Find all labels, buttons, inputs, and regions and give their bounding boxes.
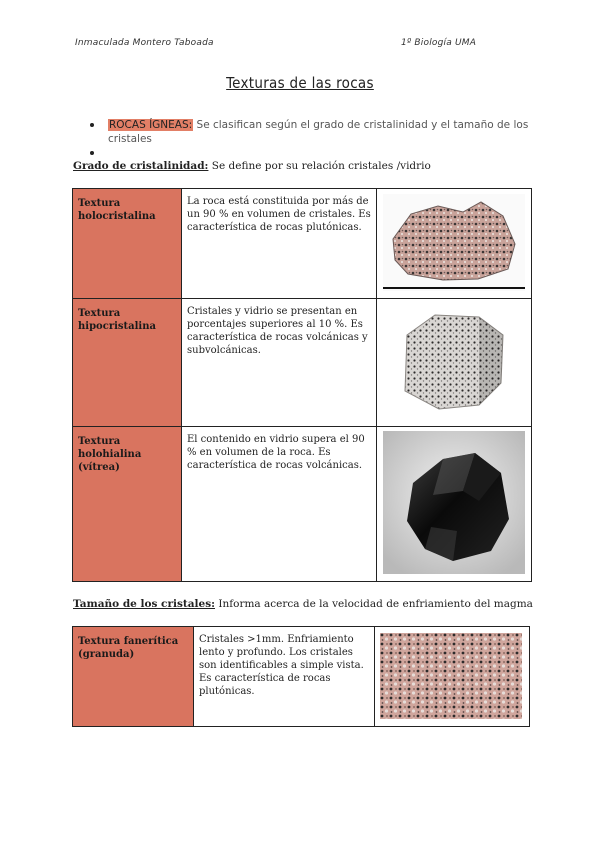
obsidian-photo (383, 431, 525, 574)
section-crystallinity-label: Grado de cristalinidad: (73, 160, 209, 172)
header-course: 1º Biología UMA (401, 38, 477, 48)
row-image-cell (375, 627, 530, 727)
bullet-list (90, 118, 540, 160)
row-description: El contenido en vidrio supera el 90 % en volumen de la roca. Es característica de rocas volcánicas. (182, 427, 377, 582)
table-row (73, 189, 532, 299)
row-description: La roca está constituida por más de un 90 % en volumen de cristales. Es característica de rocas plutónicas. (182, 189, 377, 299)
section-crystallinity-heading (73, 160, 431, 172)
bullet-text: Se clasifican según el grado de cristalinidad y el tamaño de los cristales (108, 119, 529, 145)
speckled-rock-photo (383, 305, 525, 419)
row-label: Textura holohialina (vítrea) (73, 427, 182, 582)
section-crystal-size-heading (73, 598, 533, 610)
crystallinity-table (72, 188, 532, 582)
row-label: Textura holocristalina (73, 189, 182, 299)
bullet-dot-icon (90, 123, 94, 127)
header-author: Inmaculada Montero Taboada (75, 38, 214, 48)
section-crystallinity-subtitle: Se define por su relación cristales /vidrio (208, 160, 431, 172)
row-label: Textura hipocristalina (73, 299, 182, 427)
bullet-dot-icon (90, 151, 94, 155)
row-label: Textura fanerítica (granuda) (73, 627, 194, 727)
bullet-item-empty (90, 146, 540, 160)
row-image-cell (377, 427, 532, 582)
table-row (73, 627, 530, 727)
row-image-cell (377, 299, 532, 427)
bullet-highlight: ROCAS ÍGNEAS: (109, 119, 193, 131)
section-crystal-size-label: Tamaño de los cristales: (73, 598, 215, 610)
row-image-cell (377, 189, 532, 299)
page-title: Texturas de las rocas (226, 74, 374, 92)
granite-closeup-photo (380, 633, 522, 719)
table-row (73, 299, 532, 427)
section-crystal-size-subtitle: Informa acerca de la velocidad de enfriamiento del magma (215, 598, 533, 610)
row-description: Cristales >1mm. Enfriamiento lento y profundo. Los cristales son identificables a simple vista. Es característica de rocas plutónicas. (194, 627, 375, 727)
bullet-item-igneous (90, 118, 540, 146)
table-row (73, 427, 532, 582)
row-description: Cristales y vidrio se presentan en porcentajes superiores al 10 %. Es característica de rocas volcánicas y subvolcánicas. (182, 299, 377, 427)
crystal-size-table (72, 626, 530, 727)
granite-rock-photo (383, 194, 525, 291)
